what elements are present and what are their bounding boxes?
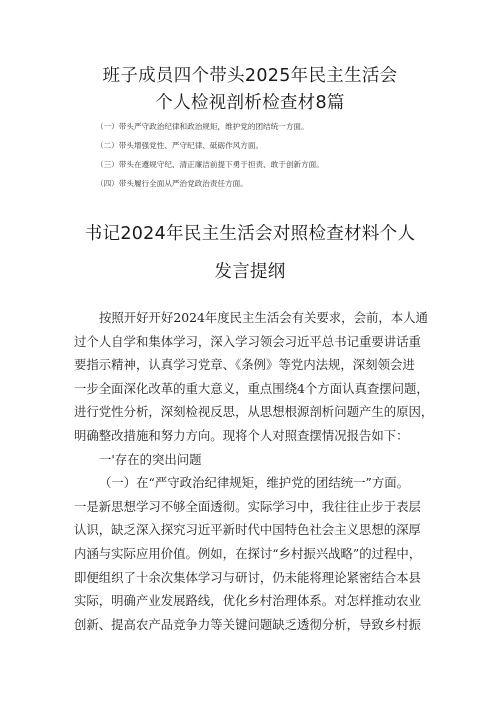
toc-item: （三）带头在遵规守纪、清正廉洁前提下勇于担责、敢于创新方面。 (96, 160, 324, 169)
body-line: 内涵与实际应用价值。例如，在探讨“乡村振兴战略”的过程中， (74, 545, 422, 561)
subsection-heading: （一）在“严守政治纪律规矩，维护党的团结统一”方面。 (99, 475, 410, 491)
body-line: 明确整改措施和努力方向。现将个人对照查摆情况报告如下： (74, 427, 409, 443)
body-line: 认识，缺乏深入探究习近平新时代中国特色社会主义思想的深厚 (74, 522, 421, 538)
body-line: 按照开好开好2024年度民主生活会有关要求，会前，本人通 (99, 310, 428, 325)
body-line: 实际，明确产业发展路线，优化乡村治理体系。对怎样推动农业 (74, 593, 421, 609)
body-line: 过个人自学和集体学习，深入学习领会习近平总书记重要讲话重 (74, 333, 421, 349)
speech-title-line-2: 发言提纲 (214, 262, 286, 282)
document-title-line-1: 班子成员四个带头2025年民主生活会 (102, 66, 398, 86)
body-line: 一步全面深化改革的重大意义，重点围绕4个方面认真查摆问题， (74, 380, 429, 396)
section-heading: 一'存在的突出问题 (99, 451, 202, 467)
toc-item: （二）带头增强党性、严守纪律、砥砺作风方面。 (96, 141, 264, 150)
body-line: 要指示精神，认真学习党章、《条例》等党内法规，深刻领会进 (74, 357, 415, 373)
toc-item: （四）带头履行全面从严治党政治责任方面。 (96, 179, 248, 188)
table-of-contents (96, 117, 456, 193)
body-line: 即便组织了十余次集体学习与研讨，仍未能将理论紧密结合本县 (74, 569, 421, 585)
body-line: 创新、提高农产品竞争力等关键问题缺乏透彻分析，导致乡村振 (74, 616, 421, 632)
body-line: 一是新思想学习不够全面透彻。实际学习中，我往往止步于表层 (74, 498, 421, 514)
body-text (74, 306, 434, 636)
document-title-line-2: 个人检视剖析检查材8篇 (155, 93, 345, 113)
toc-item: （一）带头严守政治纪律和政治规矩，维护党的团结统一方面。 (96, 122, 309, 131)
body-line: 进行党性分析，深刻检视反思，从思想根源剖析问题产生的原因， (74, 404, 434, 420)
speech-title-line-1: 书记2024年民主生活会对照检查材料个人 (84, 224, 416, 244)
